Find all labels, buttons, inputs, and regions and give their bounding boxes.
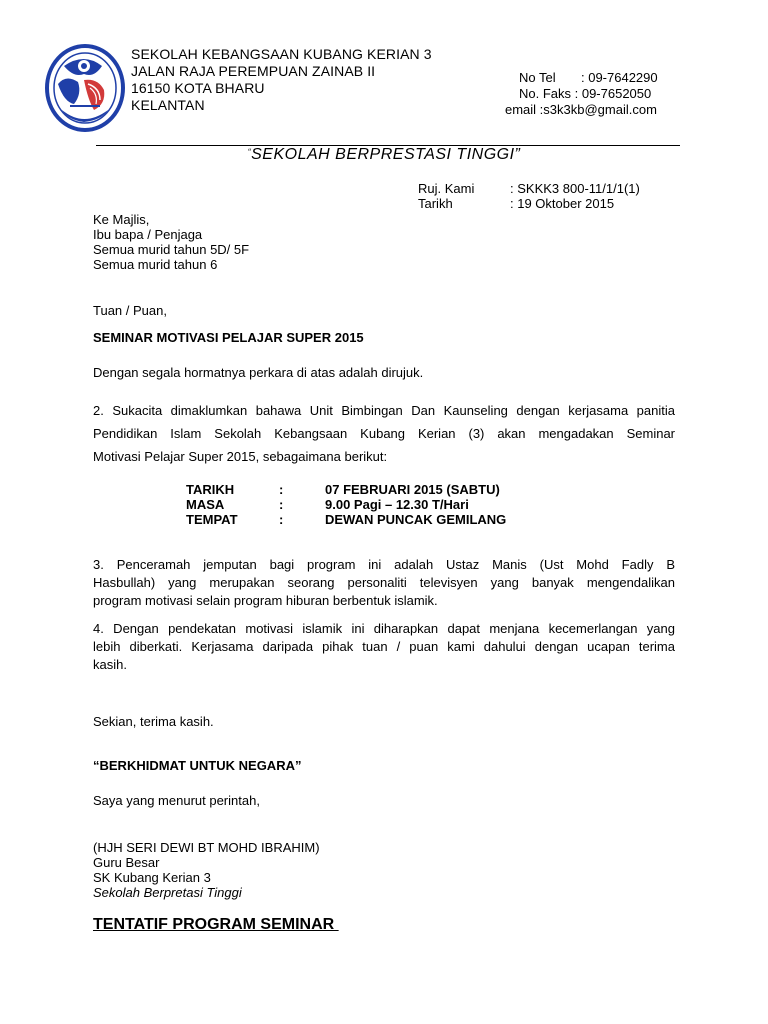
slogan: “BERKHIDMAT UNTUK NEGARA” <box>93 758 302 773</box>
school-name: SEKOLAH KEBANGSAAN KUBANG KERIAN 3 <box>131 46 432 62</box>
paragraph-line: 2. Sukacita dimaklumkan bahawa Unit Bimbingan Dan Kaunseling dengan kerjasama panitia <box>93 403 675 418</box>
event-value-time: 9.00 Pagi – 12.30 T/Hari <box>325 497 469 512</box>
event-sep: : <box>279 512 284 527</box>
event-value-date: 07 FEBRUARI 2015 (SABTU) <box>325 482 500 497</box>
signatory-title: Guru Besar <box>93 855 160 870</box>
motto-open-quote: “ <box>247 147 252 157</box>
letter-subject: SEMINAR MOTIVASI PELAJAR SUPER 2015 <box>93 330 364 345</box>
paragraph-line: Pendidikan Islam Sekolah Kebangsaan Kubang Kerian (3) akan mengadakan Seminar <box>93 426 675 441</box>
signatory-name: (HJH SERI DEWI BT MOHD IBRAHIM) <box>93 840 320 855</box>
recipient-line: Ke Majlis, <box>93 212 150 227</box>
date-value: : 19 Oktober 2015 <box>510 196 615 211</box>
paragraph-line: 3. Penceramah jemputan bagi program ini adalah Ustaz Manis (Ust Mohd Fadly B <box>93 557 675 572</box>
paragraph-line: Motivasi Pelajar Super 2015, sebagaimana berikut: <box>93 449 388 464</box>
sign-off: Saya yang menurut perintah, <box>93 793 260 808</box>
event-label-date: TARIKH <box>186 482 235 497</box>
recipient-line: Semua murid tahun 5D/ 5F <box>93 242 250 257</box>
signatory-school: SK Kubang Kerian 3 <box>93 870 211 885</box>
address-line-3: KELANTAN <box>131 97 205 113</box>
date-label: Tarikh <box>418 196 453 211</box>
intro-text: Dengan segala hormatnya perkara di atas adalah dirujuk. <box>93 365 424 380</box>
section-heading: TENTATIF PROGRAM SEMINAR <box>93 916 339 933</box>
signatory-motto: Sekolah Berpretasi Tinggi <box>93 885 242 900</box>
event-value-venue: DEWAN PUNCAK GEMILANG <box>325 512 507 527</box>
school-motto <box>0 146 768 164</box>
closing-text: Sekian, terima kasih. <box>93 714 214 729</box>
email-address: email :s3k3kb@gmail.com <box>505 102 657 117</box>
recipient-line: Ibu bapa / Penjaga <box>93 227 203 242</box>
event-label-venue: TEMPAT <box>186 512 238 527</box>
address-line-1: JALAN RAJA PEREMPUAN ZAINAB II <box>131 63 376 79</box>
recipient-line: Semua murid tahun 6 <box>93 257 218 272</box>
paragraph-2 <box>93 399 675 468</box>
paragraph-line: kasih. <box>93 657 127 672</box>
salutation: Tuan / Puan, <box>93 303 167 318</box>
event-sep: : <box>279 482 284 497</box>
paragraph-line: 4. Dengan pendekatan motivasi islamik ini diharapkan dapat menjana kecemerlangan yang <box>93 621 675 636</box>
school-crest-icon <box>44 44 126 132</box>
paragraph-3 <box>93 556 675 610</box>
event-sep: : <box>279 497 284 512</box>
address-line-2: 16150 KOTA BHARU <box>131 80 265 96</box>
event-label-time: MASA <box>186 497 225 512</box>
tel-value: : 09-7642290 <box>581 70 658 85</box>
ref-value: : SKKK3 800-11/1/1(1) <box>510 181 640 196</box>
fax-number: No. Faks : 09-7652050 <box>519 86 652 101</box>
motto-text: SEKOLAH BERPRESTASI TINGGI” <box>251 146 521 163</box>
paragraph-line: lebih diberkati. Kerjasama daripada pihak tuan / puan kami dahului dengan ucapan terima <box>93 639 675 654</box>
ref-label: Ruj. Kami <box>418 181 475 196</box>
paragraph-4 <box>93 620 675 674</box>
paragraph-line: program motivasi selain program hiburan berbentuk islamik. <box>93 593 438 608</box>
tel-label: No Tel <box>519 70 556 85</box>
paragraph-line: Hasbullah) yang merupakan seorang personaliti televisyen yang banyak mengendalikan <box>93 575 675 590</box>
